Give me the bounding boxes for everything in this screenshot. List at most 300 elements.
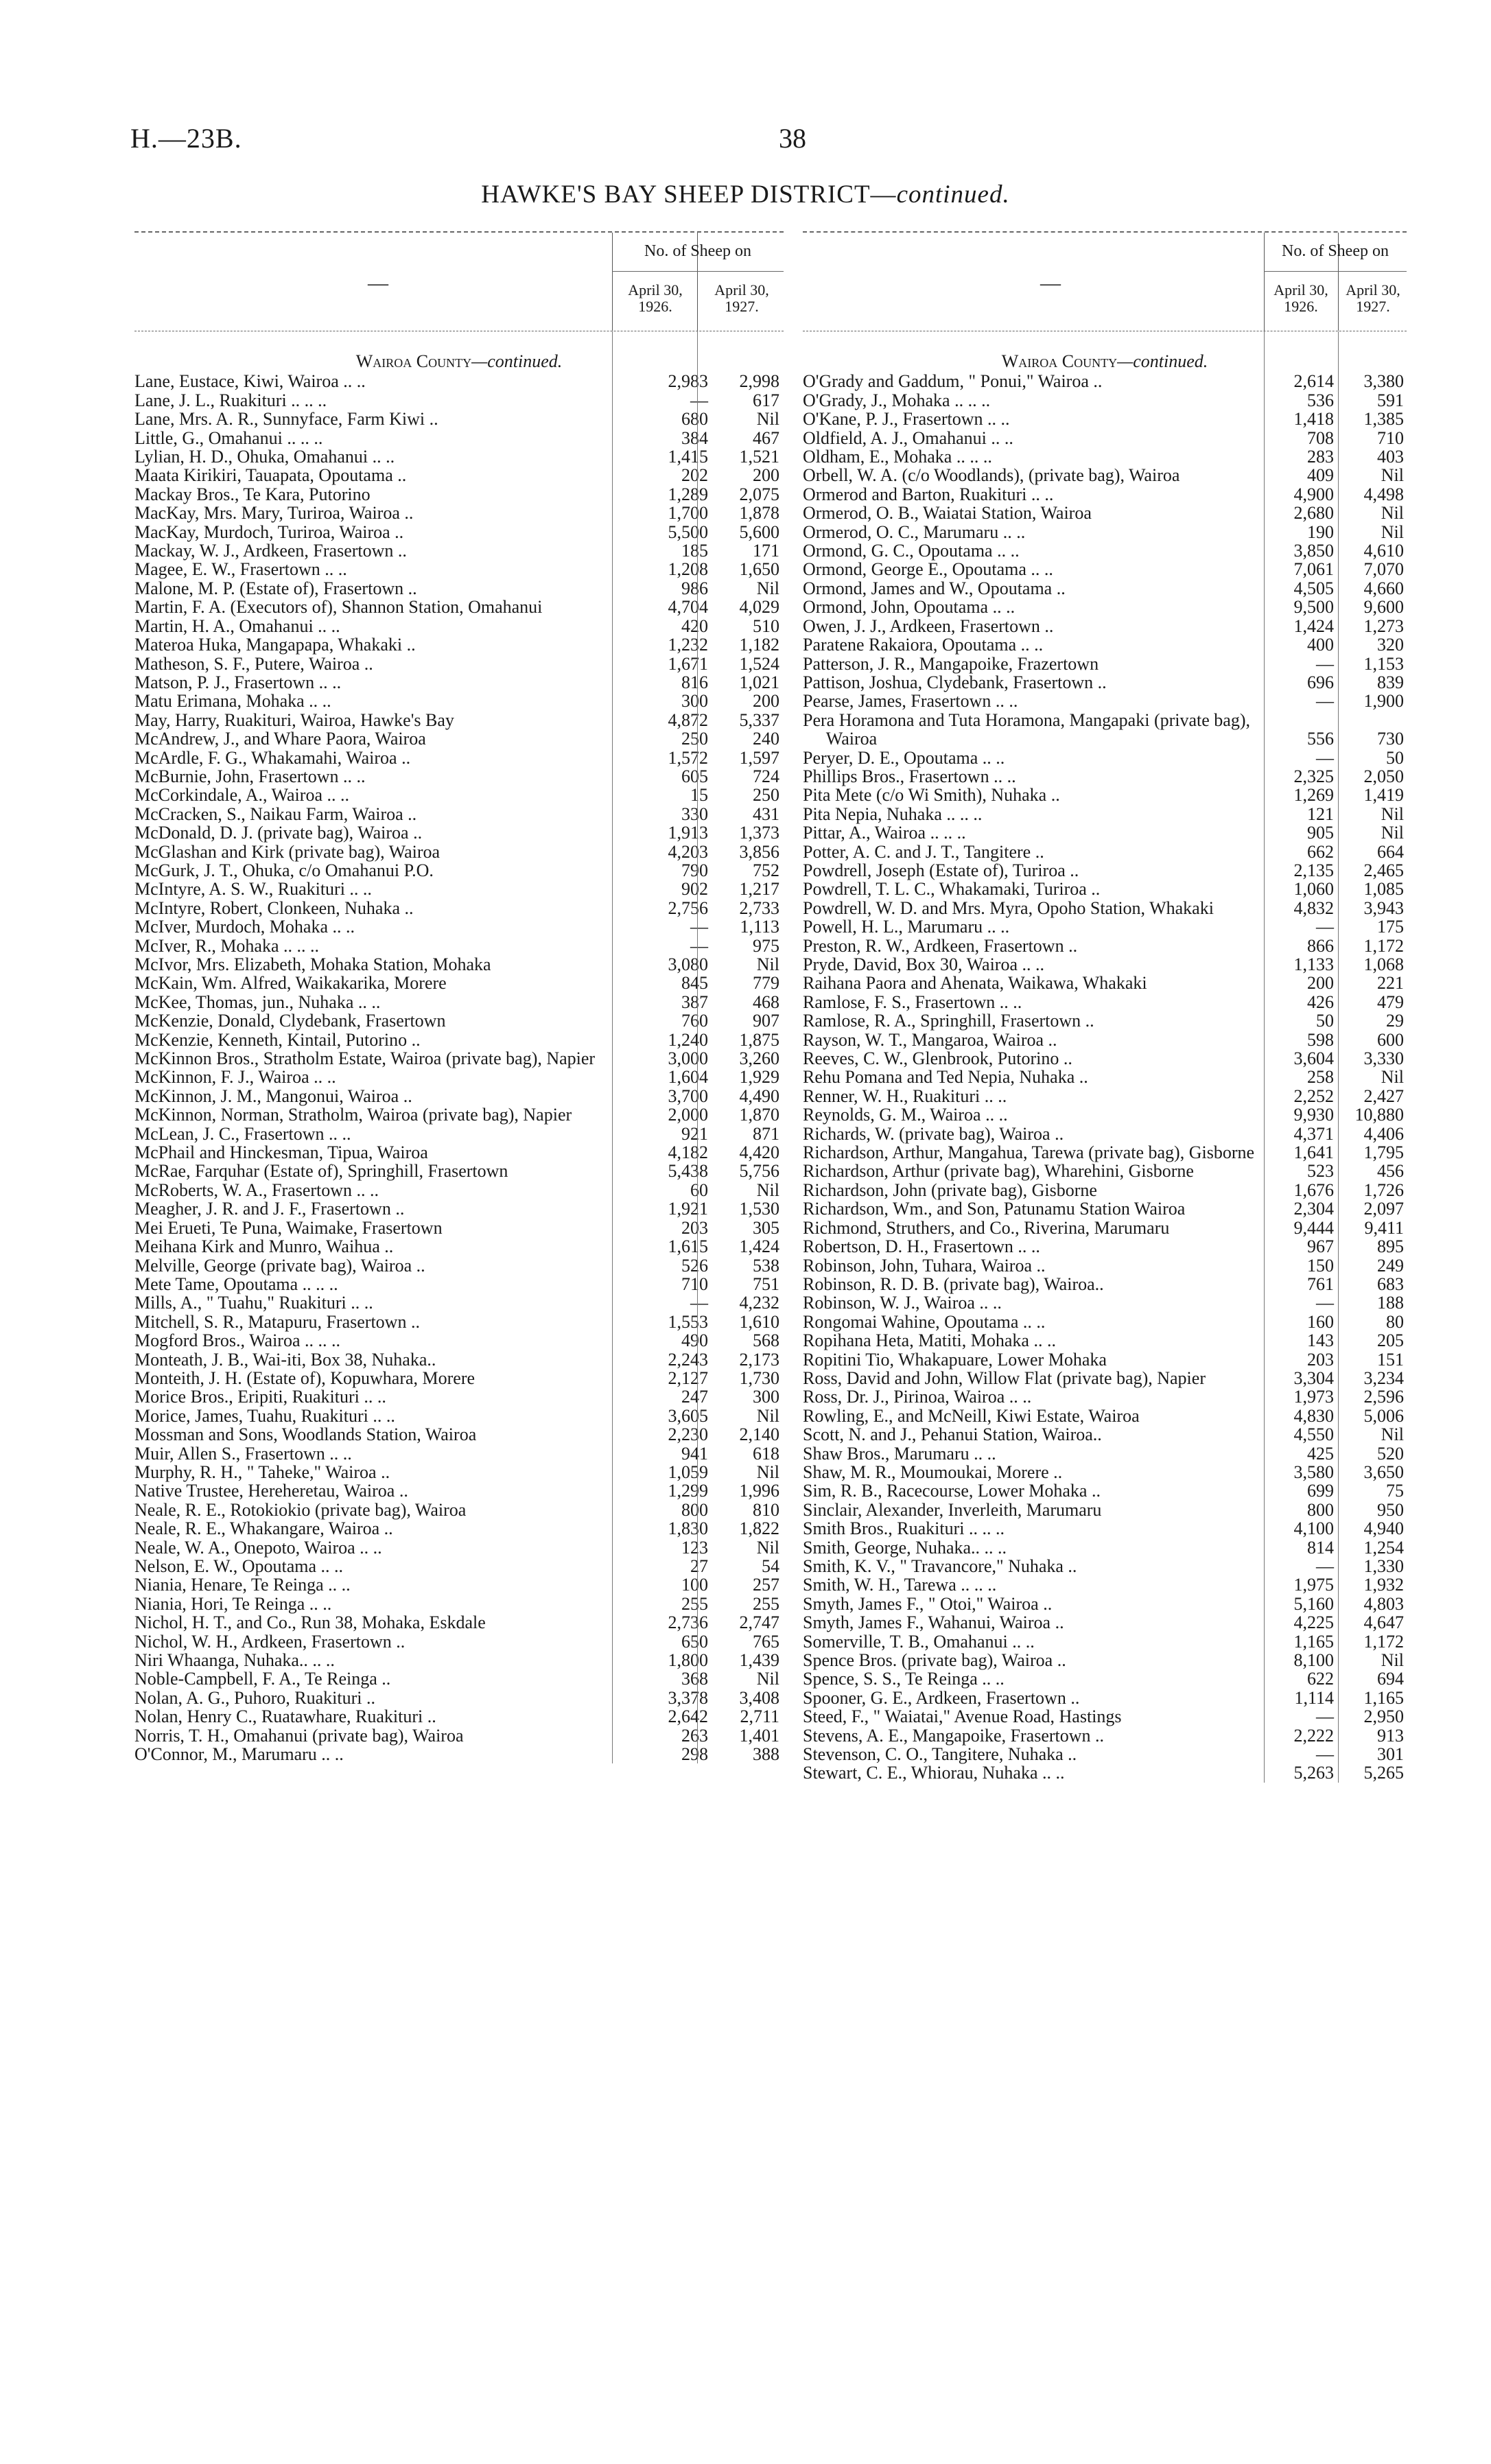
sheep-1927-value: 2,711	[740, 1706, 779, 1727]
sheep-1927-value: 4,647	[1363, 1612, 1404, 1633]
sheep-1926-value: 1,208	[668, 559, 708, 580]
sheep-1926-value: 1,418	[1293, 409, 1334, 430]
holder-name: Richmond, Struthers, and Co., Riverina, Marumaru	[803, 1217, 1170, 1238]
holder-name: Powdrell, Joseph (Estate of), Turiroa ..	[803, 860, 1079, 880]
holder-name: Robinson, John, Tuhara, Wairoa ..	[803, 1255, 1046, 1276]
sheep-1927-value: Nil	[1381, 503, 1404, 524]
sheep-1927-value: Nil	[756, 1180, 779, 1200]
holder-name: McIntyre, A. S. W., Ruakituri .. ..	[134, 879, 372, 900]
sheep-1927-value: 29	[1386, 1011, 1404, 1031]
table-row	[134, 1031, 784, 1049]
table-row	[803, 955, 1407, 974]
table-row	[134, 1407, 784, 1425]
sheep-1927-value: 1,165	[1363, 1687, 1404, 1708]
holder-name: Spooner, G. E., Ardkeen, Frasertown ..	[803, 1687, 1080, 1708]
sheep-1927-value: 5,265	[1363, 1763, 1404, 1783]
sheep-1927-value: 7,070	[1363, 559, 1404, 580]
sheep-1927-value: 568	[753, 1330, 779, 1351]
table-row	[134, 974, 784, 992]
holder-name: O'Kane, P. J., Frasertown .. ..	[803, 409, 1010, 430]
holder-name: Little, G., Omahanui .. .. ..	[134, 427, 323, 448]
sheep-1926-value: 2,736	[668, 1612, 708, 1633]
table-row	[803, 1481, 1407, 1500]
table-row	[803, 485, 1407, 504]
sheep-1926-value: 4,100	[1293, 1518, 1334, 1539]
table-row	[803, 1350, 1407, 1369]
sheep-1926-value: 1,114	[1294, 1687, 1334, 1708]
sheep-1927-value: 694	[1377, 1669, 1404, 1689]
sheep-1926-value: 4,371	[1293, 1123, 1334, 1144]
sheep-1926-value: 986	[681, 578, 708, 598]
holder-name: Pita Nepia, Nuhaka .. .. ..	[803, 803, 983, 824]
sheep-1926-value: 2,222	[1293, 1725, 1334, 1746]
holder-name: Mogford Bros., Wairoa .. .. ..	[134, 1330, 341, 1351]
sheep-1927-value: 1,439	[739, 1650, 779, 1671]
table-row	[134, 1669, 784, 1688]
holder-name: Smyth, James F., " Otoi," Wairoa ..	[803, 1593, 1053, 1614]
sheep-1926-value: 902	[681, 879, 708, 900]
table-row	[134, 635, 784, 654]
holder-name: McKinnon, J. M., Mangonui, Wairoa ..	[134, 1086, 412, 1106]
sheep-1927-value: 538	[753, 1255, 779, 1276]
sheep-1926-value: 143	[1307, 1330, 1334, 1351]
table-row	[134, 1068, 784, 1086]
table-row	[134, 1595, 784, 1613]
table-row	[134, 749, 784, 767]
sheep-1927-value: 779	[753, 973, 779, 994]
holder-name: Powdrell, W. D. and Mrs. Myra, Opoho Station, Whakaki	[803, 897, 1214, 918]
sheep-1927-value: 1,182	[739, 635, 779, 655]
table-row	[134, 917, 784, 936]
sheep-1927-value: 1,373	[739, 823, 779, 843]
sheep-1926-value: 523	[1307, 1161, 1334, 1182]
table-row	[803, 1557, 1407, 1575]
column-rule	[697, 331, 698, 1763]
page-number: 38	[779, 123, 806, 154]
holder-name: Paratene Rakaiora, Opoutama .. ..	[803, 635, 1044, 655]
sheep-1926-value: 200	[1307, 973, 1334, 994]
sheep-1926-value: 3,850	[1293, 541, 1334, 561]
holder-name: Smyth, James F., Wahanui, Wairoa ..	[803, 1612, 1064, 1633]
sheep-1927-value: 320	[1377, 635, 1404, 655]
holder-name: Morice Bros., Eripiti, Ruakituri .. ..	[134, 1387, 386, 1407]
sheep-1926-value: 1,641	[1293, 1142, 1334, 1163]
table-row	[803, 1237, 1407, 1256]
table-row	[134, 391, 784, 410]
table-row	[134, 1219, 784, 1237]
holder-name: Robertson, D. H., Frasertown .. ..	[803, 1236, 1040, 1257]
sheep-1926-value: 2,127	[668, 1368, 708, 1388]
sheep-1926-value: 3,378	[668, 1687, 708, 1708]
sheep-1927-value: 4,490	[739, 1086, 779, 1106]
sheep-1926-value: 814	[1307, 1537, 1334, 1558]
sheep-1926-value: —	[1316, 1556, 1334, 1576]
table-row	[803, 711, 1407, 749]
sheep-1926-value: —	[690, 1293, 708, 1313]
holder-name: Ormond, James and W., Opoutama ..	[803, 578, 1066, 598]
table-row	[134, 729, 784, 748]
sheep-1926-value: 650	[681, 1631, 708, 1652]
sheep-1927-value: Nil	[1381, 823, 1404, 843]
table-row	[803, 1219, 1407, 1237]
holder-name: Lane, Eustace, Kiwi, Wairoa .. ..	[134, 371, 366, 392]
sheep-1926-value: 409	[1307, 465, 1334, 486]
holder-name: Lane, J. L., Ruakituri .. .. ..	[134, 390, 327, 410]
sheep-1927-value: 205	[1377, 1330, 1404, 1351]
holder-name: Monteith, J. H. (Estate of), Kopuwhara, Morere	[134, 1368, 476, 1388]
table-row	[803, 617, 1407, 635]
table-row	[803, 579, 1407, 598]
table-row	[134, 1613, 784, 1632]
sheep-1926-value: 800	[1307, 1499, 1334, 1520]
holder-name: Matheson, S. F., Putere, Wairoa ..	[134, 653, 373, 674]
table-row	[803, 1331, 1407, 1350]
holder-name: Spence, S. S., Te Reinga .. ..	[803, 1669, 1005, 1689]
table-row	[134, 805, 784, 823]
sheep-1927-value: 175	[1377, 917, 1404, 937]
sheep-1926-value: 7,061	[1293, 559, 1334, 580]
sheep-1926-value: 1,572	[668, 747, 708, 768]
sheep-1926-value: 1,921	[668, 1199, 708, 1219]
holder-name: Oldfield, A. J., Omahanui .. ..	[803, 427, 1013, 448]
holder-name: Malone, M. P. (Estate of), Frasertown ..	[134, 578, 417, 598]
table-row	[803, 1689, 1407, 1707]
sheep-1927-value: 752	[753, 860, 779, 880]
sheep-1926-value: 1,289	[668, 484, 708, 504]
holder-name: McKenzie, Donald, Clydebank, Frasertown	[134, 1011, 446, 1031]
holder-name: Ormond, G. C., Opoutama .. ..	[803, 541, 1020, 561]
sheep-1927-value: 10,880	[1354, 1105, 1404, 1125]
table-row	[134, 1632, 784, 1651]
holder-name: Smith, K. V., " Travancore," Nuhaka ..	[803, 1556, 1077, 1576]
report-reference: H.—23B.	[130, 123, 242, 154]
sheep-1927-value: 2,596	[1363, 1387, 1404, 1407]
sheep-1927-value: 1,650	[739, 559, 779, 580]
holder-name: Lane, Mrs. A. R., Sunnyface, Farm Kiwi ..	[134, 409, 438, 430]
table-row	[803, 1669, 1407, 1688]
table-row	[803, 1293, 1407, 1312]
table-row	[134, 1293, 784, 1312]
sheep-1926-value: 50	[1316, 1011, 1334, 1031]
table-row	[134, 655, 784, 673]
sheep-1926-value: —	[1316, 653, 1334, 674]
holder-name: Richards, W. (private bag), Wairoa ..	[803, 1123, 1064, 1144]
col-1927-header: April 30, 1927.	[714, 281, 769, 315]
sheep-1927-value: 1,273	[1363, 615, 1404, 636]
sheep-1926-value: 5,160	[1293, 1593, 1334, 1614]
sheep-1926-value: 800	[681, 1499, 708, 1520]
table-row	[803, 1407, 1407, 1425]
holder-name: Renner, W. H., Ruakituri .. ..	[803, 1086, 1007, 1106]
holder-name: Maata Kirikiri, Tauapata, Opoutama ..	[134, 465, 407, 486]
holder-name: Nichol, W. H., Ardkeen, Frasertown ..	[134, 1631, 406, 1652]
sheep-1926-value: 1,060	[1293, 879, 1334, 900]
sheep-1926-value: 760	[681, 1011, 708, 1031]
sheep-1927-value: 403	[1377, 447, 1404, 467]
table-row	[803, 1369, 1407, 1387]
table-row	[134, 1689, 784, 1707]
holder-name: Materoa Huka, Mangapapa, Whakaki ..	[134, 635, 416, 655]
table-row	[803, 1519, 1407, 1538]
sheep-1926-value: 123	[681, 1537, 708, 1558]
table-row	[134, 1463, 784, 1481]
sheep-1927-value: 255	[753, 1593, 779, 1614]
table-row	[803, 861, 1407, 880]
holder-name: Melville, George (private bag), Wairoa ..	[134, 1255, 425, 1276]
holder-name: Ormond, John, Opoutama .. ..	[803, 597, 1015, 618]
holder-name: Mei Erueti, Te Puna, Waimake, Frasertown	[134, 1217, 443, 1238]
table-row	[134, 541, 784, 560]
sheep-1926-value: —	[690, 390, 708, 410]
sheep-1927-value: 4,406	[1363, 1123, 1404, 1144]
sheep-1926-value: 1,232	[668, 635, 708, 655]
table-row	[134, 1501, 784, 1519]
holder-name: McKinnon Bros., Stratholm Estate, Wairoa (private bag), Napier	[134, 1048, 596, 1069]
table-row	[134, 1049, 784, 1068]
table-row	[134, 1181, 784, 1199]
sheep-1926-value: 1,830	[668, 1518, 708, 1539]
sheep-1926-value: 1,604	[668, 1067, 708, 1088]
sheep-1926-value: 283	[1307, 447, 1334, 467]
sheep-1927-value: Nil	[1381, 803, 1404, 824]
sheep-1926-value: —	[1316, 1706, 1334, 1727]
table-row	[803, 692, 1407, 710]
sheep-1927-value: 1,597	[739, 747, 779, 768]
table-row	[803, 1425, 1407, 1444]
holder-name: Neale, R. E., Rotokiokio (private bag), Wairoa	[134, 1499, 467, 1520]
sheep-1927-value: 388	[753, 1744, 779, 1765]
holder-name: McKenzie, Kenneth, Kintail, Putorino ..	[134, 1029, 421, 1050]
holder-name: McRae, Farquhar (Estate of), Springhill, Frasertown	[134, 1161, 508, 1182]
table-row	[134, 767, 784, 786]
table-row	[134, 447, 784, 466]
holder-name: Ormond, George E., Opoutama .. ..	[803, 559, 1053, 580]
holder-name: Richardson, Arthur (private bag), Wharehini, Gisborne	[803, 1161, 1194, 1182]
holder-name: Pera Horamona and Tuta Horamona, Mangapaki (private bag), Wairoa	[803, 709, 1250, 749]
sheep-1927-value: 301	[1377, 1744, 1404, 1765]
table-row	[134, 372, 784, 390]
sheep-1926-value: 710	[681, 1274, 708, 1294]
holder-name: Rowling, E., and McNeill, Kiwi Estate, Wairoa	[803, 1405, 1140, 1426]
holder-name: Matson, P. J., Frasertown .. ..	[134, 672, 342, 692]
table-row	[134, 1651, 784, 1669]
holder-name: MacKay, Mrs. Mary, Turiroa, Wairoa ..	[134, 503, 414, 524]
table-row	[803, 541, 1407, 560]
sheep-1927-value: 950	[1377, 1499, 1404, 1520]
holder-name: McKinnon, Norman, Stratholm, Wairoa (private bag), Napier	[134, 1105, 572, 1125]
sheep-1927-value: 895	[1377, 1236, 1404, 1257]
sheep-1926-value: 258	[1307, 1067, 1334, 1088]
sheep-1926-value: 4,704	[668, 597, 708, 618]
table-row	[134, 1237, 784, 1256]
sheep-1926-value: 1,700	[668, 503, 708, 524]
table-row	[134, 711, 784, 729]
sheep-1926-value: 1,424	[1293, 615, 1334, 636]
holder-name: Powell, H. L., Marumaru .. ..	[803, 917, 1010, 937]
table-row	[803, 917, 1407, 936]
sheep-1927-value: 200	[753, 691, 779, 712]
sheep-1926-value: 490	[681, 1330, 708, 1351]
sheep-1926-value: 2,325	[1293, 766, 1334, 786]
table-row	[803, 1763, 1407, 1782]
sheep-1926-value: 185	[681, 541, 708, 561]
table-row	[134, 673, 784, 692]
section-heading: Wairoa County—continued.	[1001, 351, 1208, 371]
sheep-1926-value: 699	[1307, 1481, 1334, 1501]
holder-name: Richardson, John (private bag), Gisborne	[803, 1180, 1097, 1200]
table-row	[134, 1726, 784, 1745]
sheep-1927-value: 5,600	[739, 521, 779, 542]
sheep-1926-value: 4,872	[668, 709, 708, 730]
holder-name: Pearse, James, Frasertown .. ..	[803, 691, 1018, 712]
table-row	[803, 391, 1407, 410]
table-row	[134, 1199, 784, 1218]
sheep-1927-value: 54	[762, 1556, 779, 1576]
holder-name: May, Harry, Ruakituri, Wairoa, Hawke's Bay	[134, 709, 454, 730]
table-row	[803, 1068, 1407, 1086]
sheep-1927-value: 4,803	[1363, 1593, 1404, 1614]
sheep-1926-value: 255	[681, 1593, 708, 1614]
sheep-1927-value: 2,747	[739, 1612, 779, 1633]
sheep-1927-value: 2,050	[1363, 766, 1404, 786]
sheep-1927-value: 871	[753, 1123, 779, 1144]
table-row	[134, 1387, 784, 1406]
sheep-1926-value: —	[1316, 1744, 1334, 1765]
sheep-1927-value: 188	[1377, 1293, 1404, 1313]
holder-name: McPhail and Hinckesman, Tipua, Wairoa	[134, 1142, 428, 1163]
sheep-1927-value: Nil	[1381, 1424, 1404, 1445]
holder-name: Reynolds, G. M., Wairoa .. ..	[803, 1105, 1008, 1125]
sheep-1927-value: 257	[753, 1575, 779, 1595]
table-row	[134, 1313, 784, 1331]
table-row	[803, 786, 1407, 804]
sheep-1927-value: Nil	[1381, 521, 1404, 542]
table-row	[134, 598, 784, 616]
holder-name: O'Grady and Gaddum, " Ponui," Wairoa ..	[803, 371, 1103, 392]
holder-name: Phillips Bros., Frasertown .. ..	[803, 766, 1016, 786]
sheep-1926-value: —	[1316, 747, 1334, 768]
sheep-1927-value: 617	[753, 390, 779, 410]
holder-name: Mete Tame, Opoutama .. .. ..	[134, 1274, 338, 1294]
sheep-1927-value: 664	[1377, 841, 1404, 862]
holder-name: Somerville, T. B., Omahanui .. ..	[803, 1631, 1035, 1652]
sheep-1926-value: 4,832	[1293, 897, 1334, 918]
table-row	[134, 880, 784, 898]
sheep-1927-value: 1,530	[739, 1199, 779, 1219]
table-row	[803, 1632, 1407, 1651]
holder-name: Smith, George, Nuhaka.. .. ..	[803, 1537, 1007, 1558]
table-row	[134, 523, 784, 541]
sheep-1927-value: 1,610	[739, 1311, 779, 1332]
sheep-1927-value: 4,660	[1363, 578, 1404, 598]
holder-name: McRoberts, W. A., Frasertown .. ..	[134, 1180, 379, 1200]
table-row	[803, 1501, 1407, 1519]
name-column-header: —	[368, 272, 388, 294]
sheep-1927-value: Nil	[756, 409, 779, 430]
sheep-1927-value: 3,260	[739, 1048, 779, 1069]
sheep-1927-value: 2,075	[739, 484, 779, 504]
table-row	[803, 410, 1407, 428]
table-row	[803, 843, 1407, 861]
sheep-1927-value: 2,950	[1363, 1706, 1404, 1727]
sheep-1926-value: 2,000	[668, 1105, 708, 1125]
table-row	[803, 1275, 1407, 1293]
sheep-1926-value: 622	[1307, 1669, 1334, 1689]
holder-name: Sim, R. B., Racecourse, Lower Mohaka ..	[803, 1481, 1101, 1501]
table-row	[134, 823, 784, 842]
sheep-1927-value: Nil	[1381, 1067, 1404, 1088]
holder-name: Orbell, W. A. (c/o Woodlands), (private bag), Wairoa	[803, 465, 1180, 486]
section-heading: Wairoa County—continued.	[355, 351, 563, 371]
sheep-1927-value: 618	[753, 1443, 779, 1464]
table-row	[803, 466, 1407, 484]
holder-name: Meihana Kirk and Munro, Waihua ..	[134, 1236, 394, 1257]
sheep-1927-value: 1,900	[1363, 691, 1404, 712]
sheep-1926-value: 708	[1307, 427, 1334, 448]
sheep-1926-value: —	[1316, 917, 1334, 937]
table-row	[803, 1087, 1407, 1105]
sheep-1926-value: 4,203	[668, 841, 708, 862]
sheep-1926-value: 680	[681, 409, 708, 430]
sheep-1926-value: 425	[1307, 1443, 1334, 1464]
table-row	[803, 429, 1407, 447]
table-row	[134, 843, 784, 861]
holder-name: Murphy, R. H., " Taheke," Wairoa ..	[134, 1462, 390, 1482]
sheep-1926-value: 1,165	[1293, 1631, 1334, 1652]
holder-name: McCorkindale, A., Wairoa .. ..	[134, 785, 349, 806]
holder-name: Rehu Pomana and Ted Nepia, Nuhaka ..	[803, 1067, 1088, 1088]
sheep-1926-value: 203	[681, 1217, 708, 1238]
sheep-1927-value: 2,998	[739, 371, 779, 392]
sheep-1926-value: 1,299	[668, 1481, 708, 1501]
sheep-1926-value: 9,500	[1293, 597, 1334, 618]
table-row	[134, 1538, 784, 1557]
sheep-count-header: No. of Sheep on	[1282, 242, 1389, 260]
holder-name: McIver, Murdoch, Mohaka .. ..	[134, 917, 355, 937]
table-row	[803, 1031, 1407, 1049]
holder-name: McAndrew, J., and Whare Paora, Wairoa	[134, 729, 426, 749]
sheep-1926-value: 160	[1307, 1311, 1334, 1332]
table-row	[134, 1481, 784, 1500]
holder-name: McLean, J. C., Frasertown .. ..	[134, 1123, 351, 1144]
sheep-1927-value: 1,153	[1363, 653, 1404, 674]
sheep-1927-value: 3,234	[1363, 1368, 1404, 1388]
table-row	[803, 937, 1407, 955]
table-row	[803, 1538, 1407, 1557]
sheep-1927-value: 1,172	[1363, 1631, 1404, 1652]
table-row	[803, 1707, 1407, 1726]
sheep-1927-value: 4,610	[1363, 541, 1404, 561]
holder-name: Meagher, J. R. and J. F., Frasertown ..	[134, 1199, 405, 1219]
table-row	[134, 1143, 784, 1162]
table-row	[134, 429, 784, 447]
sheep-1927-value: 1,996	[739, 1481, 779, 1501]
holder-name: Mills, A., " Tuahu," Ruakituri .. ..	[134, 1293, 373, 1313]
sheep-1926-value: 300	[681, 691, 708, 712]
sheep-1927-value: 300	[753, 1387, 779, 1407]
holder-name: Norris, T. H., Omahanui (private bag), Wairoa	[134, 1725, 464, 1746]
holder-name: Steed, F., " Waiatai," Avenue Road, Hastings	[803, 1706, 1122, 1727]
sheep-1926-value: 1,671	[668, 653, 708, 674]
table-row	[803, 1444, 1407, 1463]
holder-name: Owen, J. J., Ardkeen, Frasertown ..	[803, 615, 1054, 636]
sheep-1926-value: 15	[690, 785, 708, 806]
table-row	[803, 673, 1407, 692]
sheep-1926-value: 4,225	[1293, 1612, 1334, 1633]
sheep-1927-value: 221	[1377, 973, 1404, 994]
table-row	[134, 1444, 784, 1463]
holder-name: Spence Bros. (private bag), Wairoa ..	[803, 1650, 1066, 1671]
